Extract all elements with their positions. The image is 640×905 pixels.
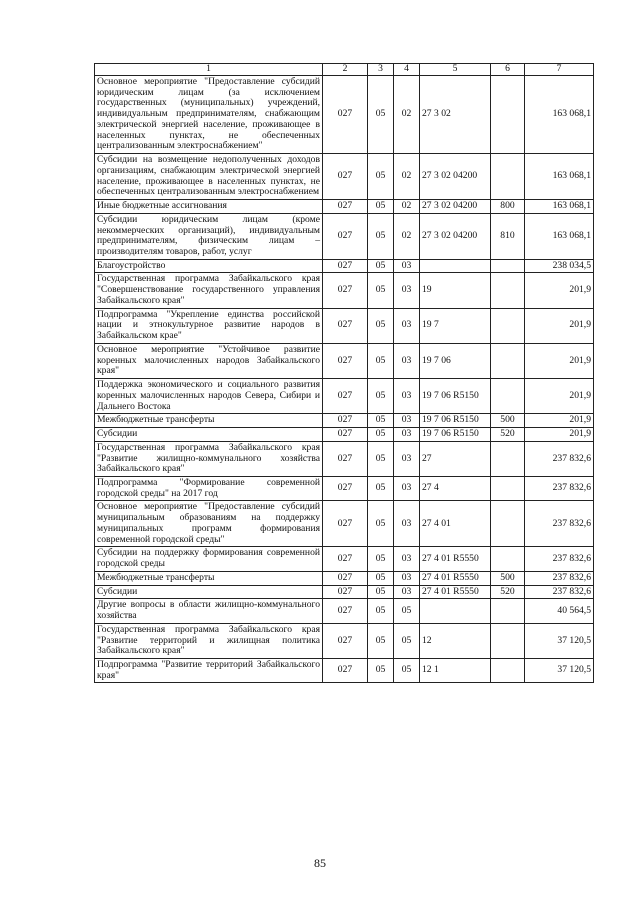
row-value-cell: 201,9 <box>525 273 594 308</box>
row-name-cell: Государственная программа Забайкальского края "Совершенствование государственного управления Забайкальского края" <box>95 273 323 308</box>
row-value-cell: 05 <box>368 414 394 428</box>
row-value-cell: 12 1 <box>420 658 491 682</box>
header-cell: 3 <box>368 64 394 76</box>
row-value-cell: 027 <box>323 501 368 547</box>
row-value-cell: 05 <box>368 343 394 378</box>
row-value-cell: 27 3 02 04200 <box>420 154 491 200</box>
row-value-cell: 05 <box>368 501 394 547</box>
row-name-cell: Подпрограмма "Формирование современной городской среды" на 2017 год <box>95 476 323 500</box>
row-value-cell: 03 <box>394 343 420 378</box>
table-row <box>95 414 594 428</box>
table-row <box>95 213 594 259</box>
table-row <box>95 343 594 378</box>
row-value-cell <box>491 441 525 476</box>
row-value-cell: 520 <box>491 428 525 442</box>
table-row <box>95 547 594 571</box>
row-value-cell: 37 120,5 <box>525 658 594 682</box>
row-value-cell: 02 <box>394 200 420 214</box>
row-value-cell: 27 4 01 R5550 <box>420 571 491 585</box>
header-cell: 2 <box>323 64 368 76</box>
budget-table <box>94 63 594 683</box>
row-value-cell: 19 7 06 R5150 <box>420 414 491 428</box>
row-value-cell: 027 <box>323 476 368 500</box>
table-row <box>95 154 594 200</box>
row-value-cell: 27 3 02 <box>420 76 491 154</box>
row-value-cell: 237 832,6 <box>525 441 594 476</box>
table-row <box>95 501 594 547</box>
row-value-cell: 19 7 <box>420 308 491 343</box>
row-value-cell: 027 <box>323 441 368 476</box>
row-value-cell: 27 3 02 04200 <box>420 200 491 214</box>
row-value-cell: 027 <box>323 414 368 428</box>
row-value-cell <box>491 501 525 547</box>
row-value-cell: 19 7 06 R5150 <box>420 428 491 442</box>
row-value-cell: 027 <box>323 623 368 658</box>
row-value-cell <box>491 273 525 308</box>
row-value-cell: 05 <box>394 658 420 682</box>
row-value-cell: 027 <box>323 428 368 442</box>
row-value-cell: 520 <box>491 585 525 599</box>
row-value-cell: 05 <box>368 428 394 442</box>
row-value-cell: 027 <box>323 76 368 154</box>
table-row <box>95 441 594 476</box>
row-value-cell: 05 <box>368 441 394 476</box>
row-value-cell: 12 <box>420 623 491 658</box>
row-value-cell: 163 068,1 <box>525 200 594 214</box>
row-value-cell: 27 4 01 R5550 <box>420 547 491 571</box>
row-value-cell: 237 832,6 <box>525 585 594 599</box>
table-row <box>95 200 594 214</box>
row-name-cell: Основное мероприятие "Предоставление субсидий муниципальным образованиям на поддержку муниципальных программ формирования современной городской среды" <box>95 501 323 547</box>
row-value-cell: 027 <box>323 379 368 414</box>
row-name-cell: Межбюджетные трансферты <box>95 571 323 585</box>
table-header-row <box>95 64 594 76</box>
table-row <box>95 585 594 599</box>
row-value-cell: 40 564,5 <box>525 599 594 623</box>
row-value-cell <box>491 623 525 658</box>
row-value-cell <box>491 154 525 200</box>
header-cell: 6 <box>491 64 525 76</box>
row-value-cell: 027 <box>323 585 368 599</box>
table-row <box>95 379 594 414</box>
table-row <box>95 623 594 658</box>
row-value-cell: 05 <box>368 200 394 214</box>
row-value-cell: 03 <box>394 441 420 476</box>
row-value-cell: 163 068,1 <box>525 76 594 154</box>
row-name-cell: Субсидии на поддержку формирования современной городской среды <box>95 547 323 571</box>
row-value-cell: 05 <box>368 273 394 308</box>
row-value-cell: 027 <box>323 273 368 308</box>
row-value-cell: 37 120,5 <box>525 623 594 658</box>
row-value-cell: 027 <box>323 308 368 343</box>
row-value-cell: 500 <box>491 414 525 428</box>
row-value-cell: 027 <box>323 213 368 259</box>
row-value-cell: 19 <box>420 273 491 308</box>
row-value-cell: 05 <box>394 599 420 623</box>
row-value-cell: 05 <box>368 547 394 571</box>
row-value-cell: 03 <box>394 547 420 571</box>
row-value-cell: 500 <box>491 571 525 585</box>
row-value-cell: 163 068,1 <box>525 213 594 259</box>
row-value-cell: 237 832,6 <box>525 547 594 571</box>
header-cell: 4 <box>394 64 420 76</box>
row-value-cell: 163 068,1 <box>525 154 594 200</box>
row-value-cell: 03 <box>394 585 420 599</box>
row-name-cell: Подпрограмма "Укрепление единства российской нации и этнокультурное развитие народов в Забайкальском крае" <box>95 308 323 343</box>
row-value-cell: 02 <box>394 213 420 259</box>
row-value-cell: 027 <box>323 154 368 200</box>
row-name-cell: Поддержка экономического и социального развития коренных малочисленных народов Севера, Сибири и Дальнего Востока <box>95 379 323 414</box>
row-name-cell: Другие вопросы в области жилищно-коммунального хозяйства <box>95 599 323 623</box>
row-value-cell: 027 <box>323 259 368 273</box>
table-row <box>95 428 594 442</box>
row-value-cell <box>491 343 525 378</box>
row-name-cell: Субсидии <box>95 428 323 442</box>
row-value-cell <box>420 599 491 623</box>
row-value-cell: 05 <box>368 623 394 658</box>
row-value-cell: 03 <box>394 501 420 547</box>
row-value-cell <box>491 658 525 682</box>
row-name-cell: Подпрограмма "Развитие территорий Забайкальского края" <box>95 658 323 682</box>
row-name-cell: Государственная программа Забайкальского края "Развитие жилищно-коммунального хозяйства Забайкальского края" <box>95 441 323 476</box>
table-body <box>95 64 594 683</box>
row-value-cell: 05 <box>394 623 420 658</box>
row-value-cell: 03 <box>394 379 420 414</box>
row-value-cell: 02 <box>394 76 420 154</box>
row-value-cell: 027 <box>323 547 368 571</box>
row-value-cell: 19 7 06 R5150 <box>420 379 491 414</box>
row-name-cell: Благоустройство <box>95 259 323 273</box>
row-value-cell: 201,9 <box>525 343 594 378</box>
header-cell: 5 <box>420 64 491 76</box>
row-value-cell: 800 <box>491 200 525 214</box>
table-row <box>95 259 594 273</box>
row-value-cell: 02 <box>394 154 420 200</box>
row-value-cell: 05 <box>368 213 394 259</box>
row-value-cell: 03 <box>394 308 420 343</box>
row-value-cell <box>491 308 525 343</box>
row-value-cell: 03 <box>394 273 420 308</box>
row-value-cell: 05 <box>368 476 394 500</box>
row-value-cell <box>420 259 491 273</box>
table-row <box>95 273 594 308</box>
row-value-cell: 027 <box>323 599 368 623</box>
row-value-cell: 03 <box>394 476 420 500</box>
row-value-cell: 05 <box>368 379 394 414</box>
row-value-cell: 05 <box>368 259 394 273</box>
table-row <box>95 571 594 585</box>
row-value-cell: 03 <box>394 414 420 428</box>
row-value-cell: 237 832,6 <box>525 476 594 500</box>
row-value-cell: 237 832,6 <box>525 571 594 585</box>
row-value-cell <box>491 379 525 414</box>
row-value-cell: 027 <box>323 200 368 214</box>
row-value-cell <box>491 547 525 571</box>
row-value-cell: 27 4 <box>420 476 491 500</box>
row-value-cell: 027 <box>323 658 368 682</box>
row-value-cell: 238 034,5 <box>525 259 594 273</box>
table-row <box>95 308 594 343</box>
row-value-cell <box>491 76 525 154</box>
row-value-cell: 27 4 01 R5550 <box>420 585 491 599</box>
row-value-cell: 05 <box>368 585 394 599</box>
row-value-cell: 05 <box>368 154 394 200</box>
row-value-cell: 05 <box>368 308 394 343</box>
row-value-cell: 03 <box>394 428 420 442</box>
row-value-cell: 027 <box>323 343 368 378</box>
row-value-cell: 201,9 <box>525 414 594 428</box>
row-value-cell: 27 3 02 04200 <box>420 213 491 259</box>
row-value-cell: 201,9 <box>525 308 594 343</box>
row-value-cell: 27 <box>420 441 491 476</box>
row-value-cell: 27 4 01 <box>420 501 491 547</box>
header-cell: 1 <box>95 64 323 76</box>
row-name-cell: Субсидии <box>95 585 323 599</box>
table-row <box>95 476 594 500</box>
row-value-cell <box>491 259 525 273</box>
row-value-cell: 19 7 06 <box>420 343 491 378</box>
table-row <box>95 658 594 682</box>
row-value-cell <box>491 599 525 623</box>
table-row <box>95 76 594 154</box>
row-name-cell: Межбюджетные трансферты <box>95 414 323 428</box>
row-name-cell: Государственная программа Забайкальского края "Развитие территорий и жилищная политика Забайкальского края" <box>95 623 323 658</box>
row-value-cell: 201,9 <box>525 379 594 414</box>
row-value-cell: 05 <box>368 658 394 682</box>
row-value-cell <box>491 476 525 500</box>
row-value-cell: 03 <box>394 571 420 585</box>
row-value-cell: 810 <box>491 213 525 259</box>
row-name-cell: Основное мероприятие "Предоставление субсидий юридическим лицам (за исключением государственных (муниципальных) учреждений, индивидуальным предпринимателям, снабжающим электрической энергией население, проживающее в населенных пунктах, не обеспеченных централизованным электроснабжением" <box>95 76 323 154</box>
row-name-cell: Субсидии юридическим лицам (кроме некоммерческих организаций), индивидуальным предпринимателям, физическим лицам – производителям товаров, работ, услуг <box>95 213 323 259</box>
page-number: 85 <box>314 856 326 870</box>
row-value-cell: 05 <box>368 76 394 154</box>
row-value-cell: 05 <box>368 571 394 585</box>
row-name-cell: Субсидии на возмещение недополученных доходов организациям, снабжающим электрической энергией население, проживающее в населенных пунктах, не обеспеченных централизованным электроснабжением <box>95 154 323 200</box>
row-value-cell: 201,9 <box>525 428 594 442</box>
row-name-cell: Иные бюджетные ассигнования <box>95 200 323 214</box>
row-value-cell: 237 832,6 <box>525 501 594 547</box>
table-row <box>95 599 594 623</box>
header-cell: 7 <box>525 64 594 76</box>
row-value-cell: 05 <box>368 599 394 623</box>
row-value-cell: 03 <box>394 259 420 273</box>
row-value-cell: 027 <box>323 571 368 585</box>
row-name-cell: Основное мероприятие "Устойчивое развитие коренных малочисленных народов Забайкальского края" <box>95 343 323 378</box>
